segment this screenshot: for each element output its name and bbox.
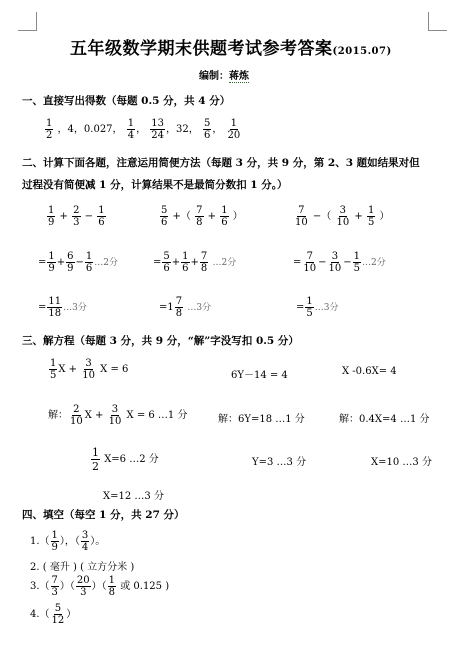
title-text: 五年级数学期末供题考试参考答案 [70, 39, 333, 59]
calc-3-problem: $\frac{7}{10}$ −（ $\frac{3}{10}$ + $\frac{1}{5}$ ） [295, 205, 390, 228]
equation-2-answer: Y=3 …3 分 [252, 457, 307, 468]
page-corner-top-right [428, 12, 447, 31]
fraction: $\frac{1}{20}$ [227, 118, 241, 141]
fill-2: 2. ( 毫升 ) ( 立方分米 ) [30, 562, 135, 573]
equation-2-step1: 解：6Y=18 …1 分 [218, 414, 305, 425]
fill-4: 4.（ $\frac{5}{12}$ ） [30, 603, 77, 626]
equation-3-answer: X=10 …3 分 [371, 457, 432, 468]
calc-1-step: = $\frac{1}{9}$ + $\frac{6}{9}$ − $\frac{1}{6}$ …2分 [38, 251, 119, 274]
equation-1-answer: X=12 …3 分 [103, 491, 164, 502]
calc-2-step: = $\frac{5}{6}$ + $\frac{1}{6}$ + $\frac{7}{8}$ …2分 [153, 251, 237, 274]
equation-3: X -0.6X= 4 [342, 366, 397, 377]
page-corner-top-left [18, 12, 37, 31]
equation-1-step1: 解： $\frac{2}{10}$ X + $\frac{3}{10}$ X = 6 …1 分 [48, 404, 188, 427]
section1-heading: 一、直接写出得数（每题 0.5 分，共 4 分） [22, 95, 231, 107]
equation-1-step2: $\frac{1}{2}$ X=6 …2 分 [92, 446, 159, 473]
equation-2: 6Y－14 = 4 [231, 370, 288, 381]
editor-line [199, 67, 249, 82]
fraction: $\frac{1}{2}$ [46, 118, 53, 141]
calc-1-result: = $\frac{11}{18}$ …3分 [38, 296, 87, 319]
fraction: $\frac{13}{24}$ [151, 118, 165, 141]
fill-1: 1.（ $\frac{1}{9}$ ），（ $\frac{3}{4}$ ）。 [30, 530, 106, 553]
calc-2-result: =1 $\frac{7}{8}$ …3分 [159, 296, 212, 319]
document-title [70, 34, 392, 59]
fill-3: 3.（ $\frac{7}{3}$ ）（ $\frac{20}{3}$ ）（ $\frac{1}{8}$ 或 0.125 ) [30, 575, 170, 598]
equation-1: $\frac{1}{5}$ X + $\frac{3}{10}$ X = 6 [50, 358, 129, 381]
calc-2-problem: $\frac{5}{6}$ +（ $\frac{7}{8}$ + $\frac{1}{6}$ ） [161, 205, 243, 228]
editor-label: 编制： [199, 71, 229, 82]
section2-heading-line2: 过程没有简便减 1 分，计算结果不是最简分数扣 1 分。） [22, 179, 288, 191]
calc-3-step: = $\frac{7}{10}$ − $\frac{3}{10}$ − $\frac{1}{5}$ …2分 [293, 251, 386, 274]
section1-answers: $\frac{1}{2}$ ，4，0.027， $\frac{1}{4}$ ， $\frac{13}{24}$ ，32， $\frac{5}{6}$ ， $\frac{1}{20}$ [46, 118, 241, 141]
section3-heading: 三、解方程（每题 3 分，共 9 分，“解”字没写扣 0.5 分） [22, 335, 299, 347]
equation-3-step1: 解：0.4X=4 …1 分 [339, 414, 430, 425]
title-date: (2015.07) [332, 46, 392, 57]
editor-name: 蒋炼 [229, 71, 249, 82]
calc-1-problem: $\frac{1}{9}$ + $\frac{2}{3}$ − $\frac{1}{6}$ [48, 205, 105, 228]
section2-heading-line1: 二、计算下面各题，注意运用简便方法（每题 3 分，共 9 分，第 2、3 题如结果对但 [22, 157, 420, 169]
fraction: $\frac{1}{4}$ [127, 118, 135, 141]
fraction: $\frac{5}{6}$ [203, 118, 211, 141]
section4-heading: 四、填空（每空 1 分，共 27 分） [22, 509, 185, 521]
calc-3-result: = $\frac{1}{5}$ …3分 [296, 296, 339, 319]
